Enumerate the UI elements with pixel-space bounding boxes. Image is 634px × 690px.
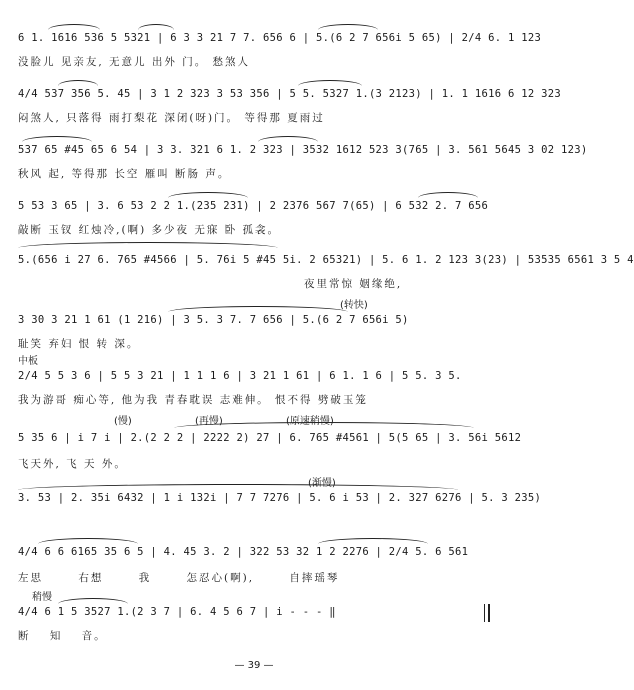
- notation-line: 4/4 6 6 6165 35 6 5 | 4. 45 3. 2 | 322 53 32 1 2 2276 | 2/4 5. 6 561: [18, 546, 469, 558]
- system-9: [18, 474, 542, 526]
- system-2: [18, 74, 561, 126]
- system-10: [18, 530, 490, 586]
- system-7: [18, 352, 490, 408]
- final-barline: [484, 604, 490, 622]
- slur: [48, 24, 100, 30]
- system-3: [18, 130, 588, 182]
- tempo-marking: (渐慢): [308, 478, 336, 489]
- lyrics-line: 左思 右想 我 怎忍心(啊), 自摔瑶琴: [18, 572, 340, 584]
- phrase-slur: [18, 484, 458, 490]
- slur: [22, 136, 92, 142]
- lyrics-line: 没脸儿 见亲友, 无意儿 出外 门。 愁煞人: [18, 56, 251, 68]
- system-1: [18, 18, 542, 70]
- notation-line: 4/4 6 1 5 3527 1.(2 3 7 | 6. 4 5 6 7 | i - - - ‖: [18, 606, 336, 618]
- system-4: [18, 186, 490, 238]
- notation-line: 5 53 3 65 | 3. 6 53 2 2 1.(235 231) | 2 2376 567 7(65) | 6 532 2. 7 656: [18, 200, 489, 212]
- system-8: [18, 412, 522, 474]
- tempo-marking: 稍慢: [32, 592, 52, 603]
- slur: [258, 136, 318, 142]
- lyrics-line: 断 知 音。: [18, 630, 107, 642]
- phrase-slur: [18, 242, 278, 248]
- slur: [138, 24, 174, 30]
- lyrics-line: 秋风 起, 等得那 长空 雁叫 断肠 声。: [18, 168, 231, 180]
- lyrics-line: 耻笑 弃妇 恨 转 深。: [18, 338, 140, 350]
- lyrics-line: 夜里常惊 姻缘绝,: [304, 278, 403, 290]
- tempo-marking: (转快): [340, 300, 368, 311]
- tempo-marking: 中板: [18, 356, 38, 367]
- page-number: — 39 —: [234, 660, 274, 671]
- notation-line: 537 65 #45 65 6 54 | 3 3. 321 6 1. 2 323 | 3532 1612 523 3(765 | 3. 561 5645 3 02 123): [18, 144, 588, 156]
- notation-line: 2/4 5 5 3 6 | 5 5 3 21 | 1 1 1 6 | 3 21 1 61 | 6 1. 1 6 | 5 5. 3 5.: [18, 370, 462, 382]
- tempo-marking: (慢) (再慢) (原速稍慢): [114, 416, 334, 427]
- lyrics-line: 敲断 玉钗 红烛冷,(啊) 多少夜 无寐 卧 孤衾。: [18, 224, 281, 236]
- notation-line: 4/4 537 356 5. 45 | 3 1 2 323 3 53 356 | 5 5. 5327 1.(3 2123) | 1. 1 1616 6 12 323: [18, 88, 561, 100]
- notation-line: 3 30 3 21 1 61 (1 216) | 3 5. 3 7. 7 656 | 5.(6 2 7 656i 5): [18, 314, 409, 326]
- slur: [58, 598, 128, 604]
- lyrics-line: 闷煞人, 只落得 雨打梨花 深闭(呀)门。 等得那 夏雨过: [18, 112, 325, 124]
- phrase-slur: [174, 422, 474, 428]
- slur: [298, 80, 362, 86]
- slur: [318, 538, 428, 544]
- slur: [58, 80, 98, 86]
- notation-line: 5.(656 i 27 6. 765 #4566 | 5. 76i 5 #45 5i. 2 65321) | 5. 6 1. 2 123 3(23) | 53535 6561 3 5 4: [18, 254, 634, 266]
- notation-line: 6 1. 1616 536 5 5321 | 6 3 3 21 7 7. 656 6 | 5.(6 2 7 656i 5 65) | 2/4 6. 1 123: [18, 32, 542, 44]
- notation-line: 3. 53 | 2. 35i 6432 | 1 i 132i | 7 7 7276 | 5. 6 i 53 | 2. 327 6276 | 5. 3 235): [18, 492, 542, 504]
- slur: [168, 306, 348, 312]
- slur: [168, 192, 248, 198]
- slur: [38, 538, 138, 544]
- system-5: [18, 240, 634, 296]
- slur: [418, 192, 478, 198]
- slur: [318, 24, 378, 30]
- notation-line: 5 35 6 | i 7 i | 2.(2 2 2 | 2222 2) 27 | 6. 765 #4561 | 5(5 65 | 3. 56i 5612: [18, 432, 522, 444]
- lyrics-line: 我为游哥 痴心等, 他为我 青春耽误 志难伸。 恨不得 劈破玉笼: [18, 394, 368, 406]
- system-11: [18, 588, 490, 644]
- system-6: [18, 296, 490, 352]
- lyrics-line: 飞天外, 飞 天 外。: [18, 458, 127, 470]
